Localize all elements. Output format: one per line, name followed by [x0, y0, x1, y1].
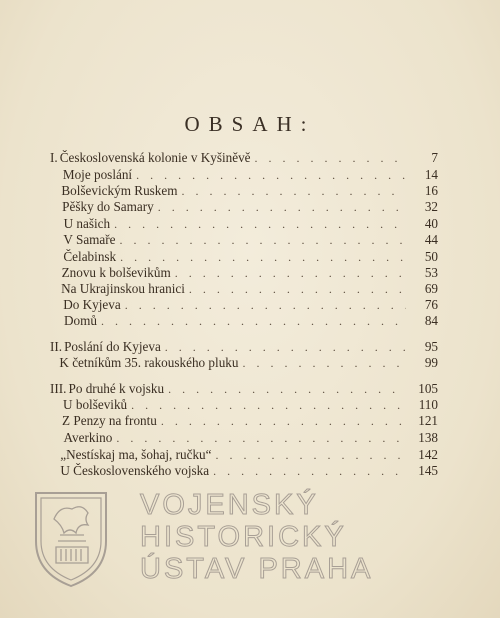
page-number: 40 [424, 216, 438, 231]
toc-entry [50, 167, 438, 183]
page-number: 84 [424, 313, 438, 328]
dot-leader [242, 355, 406, 371]
page-number: 138 [418, 430, 438, 445]
page-number: 142 [418, 447, 438, 462]
page-number: 7 [431, 150, 438, 165]
toc-entry [50, 249, 438, 265]
toc-entry [50, 397, 438, 413]
dot-leader [168, 381, 406, 397]
toc-entry [50, 150, 438, 166]
dot-leader [165, 339, 406, 355]
toc-entry-title: Pěšky do Samary [62, 199, 154, 214]
page-number: 32 [424, 199, 438, 214]
chapter-number: I. [50, 150, 58, 165]
watermark [30, 489, 470, 599]
toc-entry [50, 265, 438, 281]
toc-entry [50, 381, 438, 397]
page-number: 53 [424, 265, 438, 280]
chapter-number: II. [50, 339, 63, 354]
page-number: 76 [424, 297, 438, 312]
dot-leader [161, 413, 406, 429]
toc-entry-title: „Nestískaj ma, šohaj, ručku“ [60, 447, 212, 462]
toc-entry-title: Na Ukrajinskou hranici [61, 281, 185, 296]
toc-entry [50, 339, 438, 355]
chapter-number: III. [50, 381, 67, 396]
watermark-line: VOJENSKÝ [140, 489, 319, 521]
toc-entry [50, 447, 438, 463]
toc-entry-title: Bolševickým Ruskem [61, 183, 178, 198]
page-number: 95 [424, 339, 438, 354]
toc-entry [50, 232, 438, 248]
toc-entry-title: K četníkům 35. rakouského pluku [59, 355, 239, 370]
page-number: 99 [424, 355, 438, 370]
page-number: 14 [424, 167, 438, 182]
page-number: 69 [424, 281, 438, 296]
dot-leader [114, 216, 406, 232]
toc-entry [50, 183, 438, 199]
dot-leader [136, 167, 406, 183]
page-number: 105 [418, 381, 438, 396]
toc-entry-title: Moje poslání [62, 167, 133, 182]
toc-entry-title: V Samaře [63, 232, 116, 247]
toc-entry-title: U bolševiků [63, 397, 128, 412]
dot-leader [116, 430, 406, 446]
dot-leader [255, 150, 406, 166]
toc-entry-title: Domů [64, 313, 97, 328]
toc-entry-title: Z Penzy na frontu [62, 413, 157, 428]
toc-entry-title: Čelabinsk [63, 249, 117, 264]
toc-entry [50, 199, 438, 215]
toc-entry [50, 281, 438, 297]
toc-entry-title: U našich [63, 216, 111, 231]
dot-leader [189, 281, 406, 297]
toc-entry-title: Do Kyjeva [63, 297, 121, 312]
toc-entry [50, 430, 438, 446]
toc-entry [50, 355, 438, 371]
dot-leader [120, 249, 406, 265]
dot-leader [101, 313, 406, 329]
toc-entry-title: Československá kolonie v Kyšiněvě [59, 150, 251, 165]
dot-leader [213, 463, 406, 479]
toc-entry [50, 313, 438, 329]
dot-leader [125, 297, 406, 313]
toc-entry [50, 413, 438, 429]
page-number: 110 [418, 397, 438, 412]
dot-leader [182, 183, 407, 199]
toc-entry [50, 297, 438, 313]
watermark-line: ÚSTAV PRAHA [140, 553, 374, 585]
watermark-line: HISTORICKÝ [140, 521, 347, 553]
toc-entry-title: Znovu k bolševikům [61, 265, 171, 280]
page-number: 16 [424, 183, 438, 198]
page-number: 145 [418, 463, 438, 478]
dot-leader [158, 199, 406, 215]
dot-leader [131, 397, 406, 413]
toc-entry-title: Poslání do Kyjeva [64, 339, 161, 354]
page-number: 50 [424, 249, 438, 264]
page-title: OBSAH: [184, 112, 316, 136]
dot-leader [216, 447, 407, 463]
toc-entry-title: Averkino [63, 430, 113, 445]
page-number: 121 [418, 413, 438, 428]
dot-leader [175, 265, 406, 281]
toc-entry [50, 463, 438, 479]
toc-entry [50, 216, 438, 232]
dot-leader [120, 232, 406, 248]
toc-entry-title: U Československého vojska [60, 463, 210, 478]
military-lion-shield-icon [30, 489, 112, 589]
toc-entry-title: Po druhé k vojsku [68, 381, 165, 396]
watermark-text [140, 489, 470, 585]
page-number: 44 [424, 232, 438, 247]
